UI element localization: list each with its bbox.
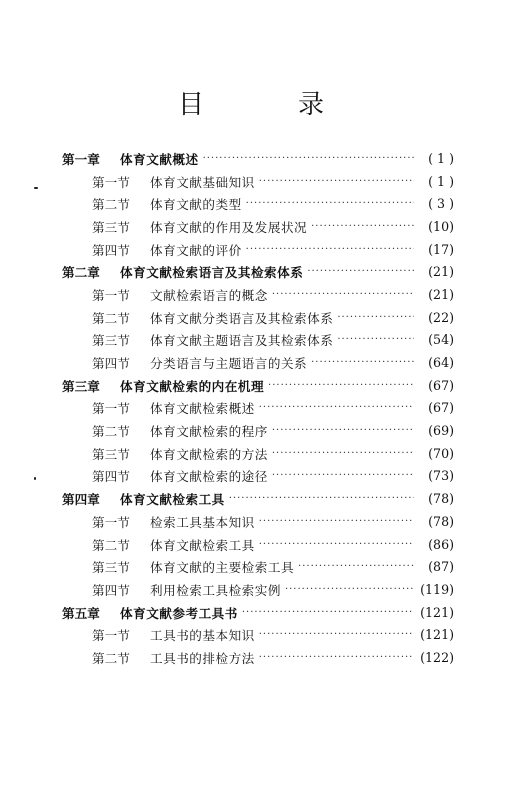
toc-section-entry: [62, 170, 454, 193]
section-number: 第一节: [92, 401, 130, 417]
section-page-number: (121): [420, 627, 454, 643]
dot-leader: [337, 334, 414, 345]
toc-chapter-entry: [62, 374, 454, 397]
page-title: 目 录: [177, 90, 358, 120]
chapter-title: 体育文献参考工具书: [120, 605, 238, 621]
dot-leader: [259, 402, 414, 413]
section-page-number: (119): [420, 581, 454, 597]
section-title: 工具书的排检方法: [150, 650, 255, 666]
toc-section-entry: [62, 397, 454, 420]
toc-section-entry: [62, 329, 454, 352]
section-number: 第三节: [92, 219, 130, 235]
dot-leader: [259, 516, 414, 527]
toc-section-entry: [62, 442, 454, 465]
dot-leader: [229, 493, 414, 504]
section-page-number: (70): [428, 445, 454, 461]
section-page-number: (67): [428, 400, 454, 416]
dot-leader: [298, 561, 414, 572]
section-number: 第四节: [92, 242, 130, 258]
section-title: 体育文献分类语言及其检索体系: [150, 310, 334, 326]
section-page-number: (17): [428, 241, 454, 257]
section-title: 检索工具基本知识: [150, 514, 255, 530]
chapter-page-number: (67): [428, 377, 454, 393]
dot-leader: [311, 221, 414, 232]
dot-leader: [272, 425, 414, 436]
toc-section-entry: [62, 192, 454, 215]
dot-leader: [203, 153, 414, 164]
dot-leader: [259, 539, 414, 550]
toc-section-entry: [62, 238, 454, 261]
section-title: 体育文献检索概述: [150, 401, 255, 417]
section-number: 第二节: [92, 197, 130, 213]
dot-leader: [246, 244, 414, 255]
dot-leader: [259, 176, 414, 187]
chapter-page-number: (78): [428, 491, 454, 507]
dot-leader: [268, 380, 414, 391]
section-title: 利用检索工具检索实例: [150, 582, 281, 598]
toc-section-entry: [62, 623, 454, 646]
section-page-number: ( 3 ): [428, 196, 454, 212]
toc-chapter-entry: [62, 147, 454, 170]
dot-leader: [272, 448, 414, 459]
toc-chapter-entry: [62, 601, 454, 624]
section-title: 体育文献检索的程序: [150, 424, 268, 440]
chapter-number: 第五章: [62, 605, 100, 621]
toc-chapter-entry: [62, 260, 454, 283]
dot-leader: [311, 357, 414, 368]
dot-leader: [285, 584, 414, 595]
section-number: 第一节: [92, 174, 130, 190]
chapter-title: 体育文献检索的内在机理: [120, 378, 265, 394]
toc-section-entry: [62, 351, 454, 374]
toc-section-entry: [62, 283, 454, 306]
section-page-number: ( 1 ): [428, 173, 454, 189]
section-title: 体育文献检索的途径: [150, 469, 268, 485]
section-page-number: (69): [428, 423, 454, 439]
section-page-number: (78): [428, 513, 454, 529]
dot-leader: [259, 652, 414, 663]
section-number: 第四节: [92, 356, 130, 372]
section-title: 体育文献检索的方法: [150, 446, 268, 462]
section-page-number: (21): [428, 286, 454, 302]
chapter-title: 体育文献检索工具: [120, 492, 225, 508]
dot-leader: [259, 629, 414, 640]
section-title: 文献检索语言的概念: [150, 287, 268, 303]
section-number: 第二节: [92, 424, 130, 440]
section-page-number: (10): [428, 218, 454, 234]
section-page-number: (64): [428, 355, 454, 371]
section-number: 第三节: [92, 560, 130, 576]
chapter-number: 第四章: [62, 492, 100, 508]
chapter-page-number: (21): [428, 264, 454, 280]
section-page-number: (73): [428, 468, 454, 484]
dot-leader: [246, 198, 414, 209]
section-page-number: (87): [428, 559, 454, 575]
dot-leader: [307, 266, 414, 277]
section-number: 第四节: [92, 582, 130, 598]
section-title: 体育文献检索工具: [150, 537, 255, 553]
section-number: 第三节: [92, 446, 130, 462]
scan-speck: [34, 477, 36, 480]
chapter-page-number: ( 1 ): [428, 150, 454, 166]
section-number: 第三节: [92, 333, 130, 349]
section-title: 体育文献的类型: [150, 197, 242, 213]
section-number: 第二节: [92, 650, 130, 666]
section-title: 体育文献主题语言及其检索体系: [150, 333, 334, 349]
section-number: 第一节: [92, 287, 130, 303]
section-number: 第二节: [92, 310, 130, 326]
section-number: 第四节: [92, 469, 130, 485]
section-number: 第二节: [92, 537, 130, 553]
section-title: 体育文献的作用及发展状况: [150, 219, 308, 235]
toc-chapter-entry: [62, 487, 454, 510]
section-title: 体育文献的评价: [150, 242, 242, 258]
chapter-number: 第一章: [62, 151, 100, 167]
section-title: 工具书的基本知识: [150, 628, 255, 644]
toc-section-entry: [62, 533, 454, 556]
toc-section-entry: [62, 510, 454, 533]
section-page-number: (22): [428, 309, 454, 325]
section-title: 分类语言与主题语言的关系: [150, 356, 308, 372]
scan-speck: [34, 187, 38, 189]
section-title: 体育文献基础知识: [150, 174, 255, 190]
dot-leader: [272, 289, 414, 300]
chapter-number: 第三章: [62, 378, 100, 394]
toc-section-entry: [62, 578, 454, 601]
section-number: 第一节: [92, 628, 130, 644]
chapter-title: 体育文献检索语言及其检索体系: [120, 265, 304, 281]
section-page-number: (54): [428, 332, 454, 348]
toc-section-entry: [62, 555, 454, 578]
section-page-number: (86): [428, 536, 454, 552]
chapter-page-number: (121): [420, 604, 454, 620]
table-of-contents: [62, 147, 454, 669]
chapter-title: 体育文献概述: [120, 151, 199, 167]
toc-section-entry: [62, 465, 454, 488]
section-number: 第一节: [92, 514, 130, 530]
toc-section-entry: [62, 419, 454, 442]
toc-section-entry: [62, 215, 454, 238]
toc-section-entry: [62, 306, 454, 329]
dot-leader: [272, 470, 414, 481]
dot-leader: [337, 312, 414, 323]
section-page-number: (122): [420, 649, 454, 665]
toc-section-entry: [62, 646, 454, 669]
section-title: 体育文献的主要检索工具: [150, 560, 295, 576]
dot-leader: [242, 607, 414, 618]
chapter-number: 第二章: [62, 265, 100, 281]
